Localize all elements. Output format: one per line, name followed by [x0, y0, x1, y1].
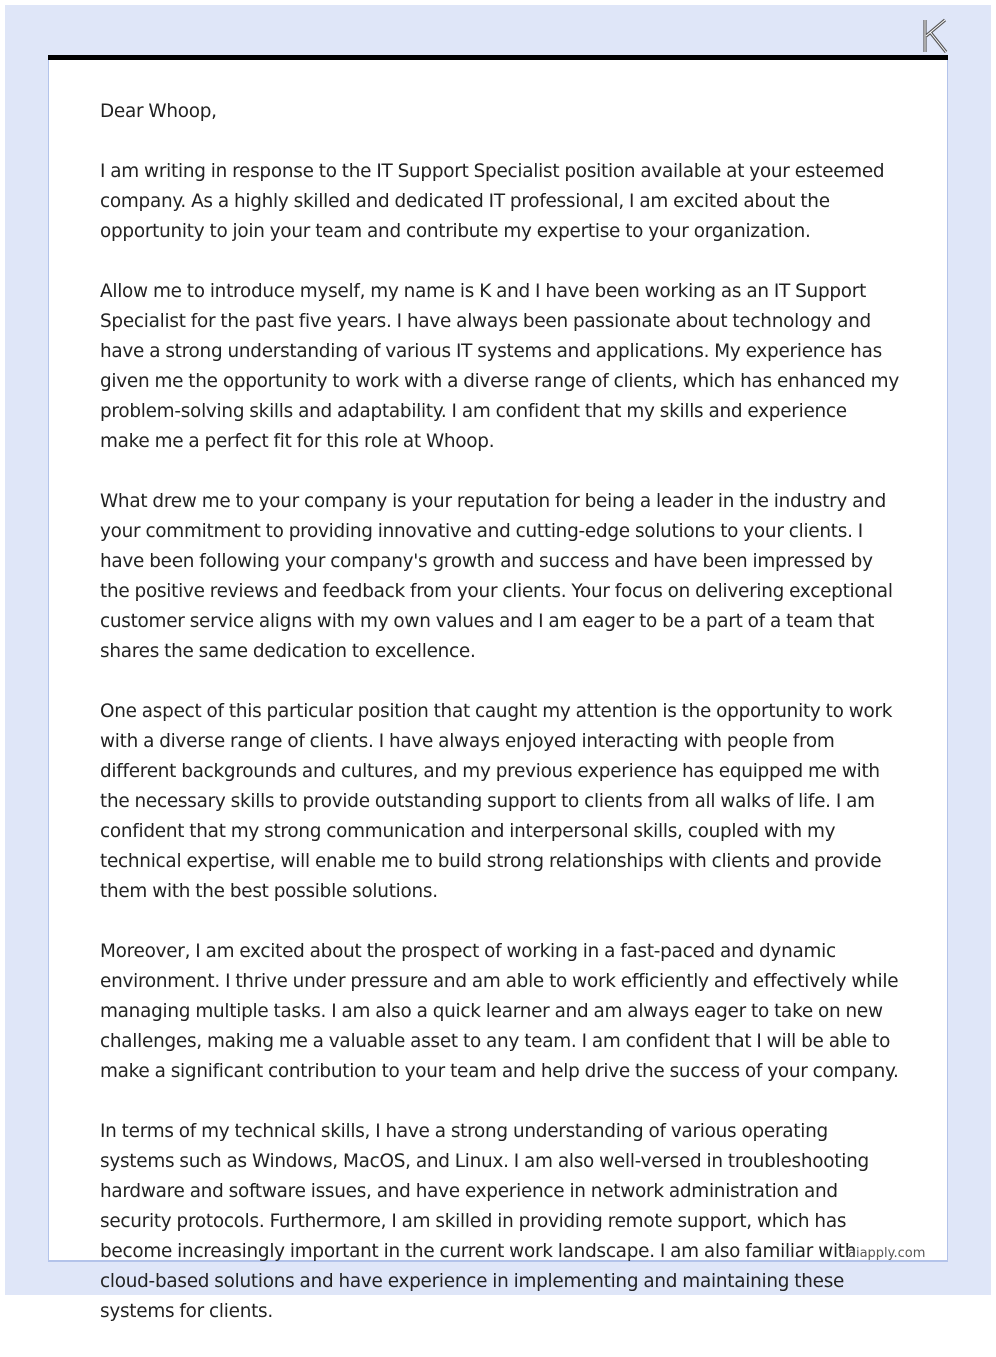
- paragraph-about-me: Allow me to introduce myself, my name is K and I have been working as an IT Support Specialist for the past five years. I have always been passionate about technology and have a strong understanding of various IT systems and applications. My experience has given me the opportunity to work with a diverse range of clients, which has enhanced my problem-solving skills and adaptability. I am confident that my skills and experience make me a perfect fit for this role at Whoop.: [100, 281, 899, 452]
- paragraph-company: What drew me to your company is your reputation for being a leader in the industry and your commitment to providing innovative and cutting-edge solutions to your clients. I have been following your company's growth and success and have been impressed by the positive reviews and feedback from your clients. Your focus on delivering exceptional customer service aligns with my own values and I am eager to be a part of a team that shares the same dedication to excellence.: [100, 491, 893, 662]
- paragraph-intro: I am writing in response to the IT Support Specialist position available at your esteemed company. As a highly skilled and dedicated IT professional, I am excited about the opportunity to join your team and contribute my expertise to your organization.: [100, 161, 885, 242]
- k-logo-icon: [920, 17, 950, 55]
- cover-letter-body: [100, 97, 900, 1357]
- paragraph-environment: Moreover, I am excited about the prospect of working in a fast-paced and dynamic environment. I thrive under pressure and am able to work efficiently and effectively while managing multiple tasks. I am also a quick learner and am always eager to take on new challenges, making me a valuable asset to any team. I am confident that I will be able to make a significant contribution to your team and help drive the success of your company.: [100, 941, 899, 1082]
- salutation: Dear Whoop,: [100, 101, 217, 122]
- paragraph-position: One aspect of this particular position that caught my attention is the opportunity to work with a diverse range of clients. I have always enjoyed interacting with people from different backgrounds and cultures, and my previous experience has equipped me with the necessary skills to provide outstanding support to clients from all walks of life. I am confident that my strong communication and interpersonal skills, coupled with my technical expertise, will enable me to build strong relationships with clients and provide them with the best possible solutions.: [100, 701, 893, 902]
- paragraph-technical-skills: In terms of my technical skills, I have a strong understanding of various operating systems such as Windows, MacOS, and Linux. I am also well-versed in troubleshooting hardware and software issues, and have experience in network administration and security protocols. Furthermore, I am skilled in providing remote support, which has become increasingly important in the current work landscape. I am also familiar with cloud-based solutions and have experience in implementing and maintaining these systems for clients.: [100, 1121, 869, 1322]
- watermark: aiapply.com: [848, 1246, 926, 1261]
